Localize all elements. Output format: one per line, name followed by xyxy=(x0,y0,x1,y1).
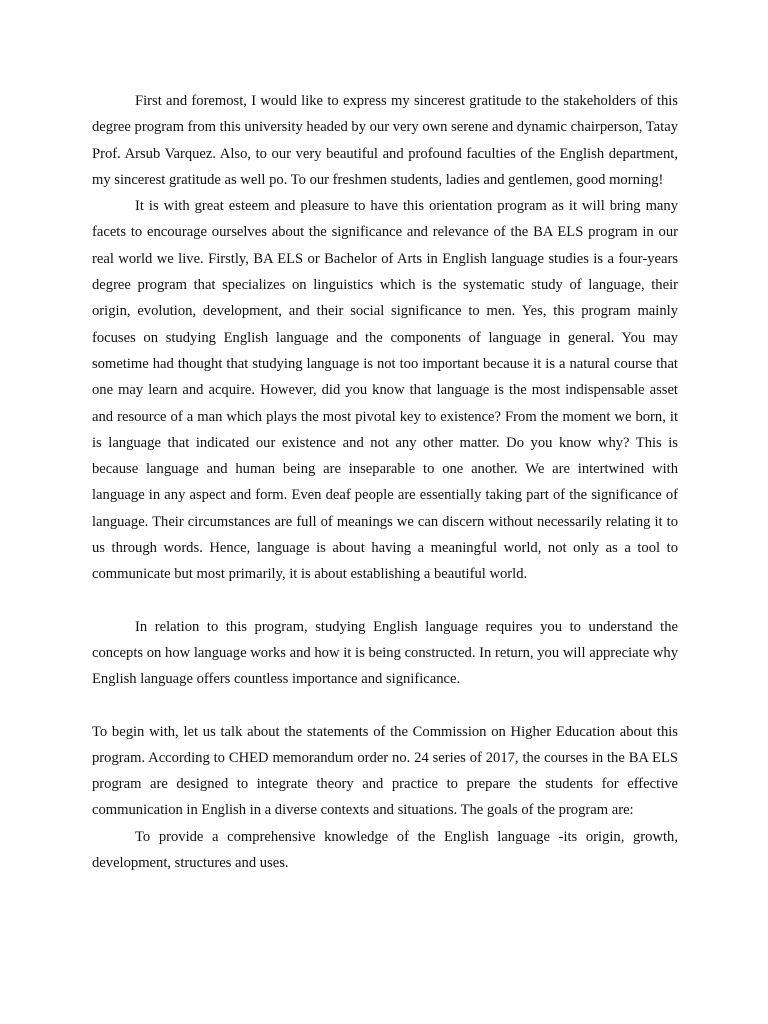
paragraph-program-relation: In relation to this program, studying English language requires you to understand the concepts on how language works and how it is being constructed. In return, you will appreciate why English language offers countless importance and significance. xyxy=(92,618,678,688)
paragraph-ched-statement: To begin with, let us talk about the statements of the Commission on Higher Education about this program. According to CHED memorandum order no. 24 series of 2017, the courses in the BA ELS program are designed to integrate theory and practice to prepare the students for effective communication in English in a diverse contexts and situations. The goals of the program are: xyxy=(92,723,678,819)
paragraph-program-goal: To provide a comprehensive knowledge of the English language -its origin, growth, development, structures and uses. xyxy=(92,828,678,872)
paragraph-program-significance: It is with great esteem and pleasure to have this orientation program as it will bring many facets to encourage ourselves about the significance and relevance of the BA ELS program in our real world we live. Firstly, BA ELS or Bachelor of Arts in English language studies is a four-years degree program that specializes on linguistics which is the systematic study of language, their origin, evolution, development, and their social significance to men. Yes, this program mainly focuses on studying English language and the components of language in general. You may sometime had thought that studying language is not too important because it is a natural course that one may learn and acquire. However, did you know that language is the most indispensable asset and resource of a man which plays the most pivotal key to existence? From the moment we born, it is language that indicated our existence and not any other matter. Do you know why? This is because language and human being are inseparable to one another. We are intertwined with language in any aspect and form. Even deaf people are essentially taking part of the significance of language. Their circumstances are full of meanings we can discern without necessarily relating it to us through words. Hence, language is about having a meaningful world, not only as a tool to communicate but most primarily, it is about establishing a beautiful world. xyxy=(92,198,678,583)
paragraph-greeting: First and foremost, I would like to express my sincerest gratitude to the stakeholders of this degree program from this university headed by our very own serene and dynamic chairperson, Tatay Prof. Arsub Varquez. Also, to our very beautiful and profound faculties of the English department, my sincerest gratitude as well po. To our freshmen students, ladies and gentlemen, good morning! xyxy=(92,93,678,188)
document-page xyxy=(92,88,678,876)
